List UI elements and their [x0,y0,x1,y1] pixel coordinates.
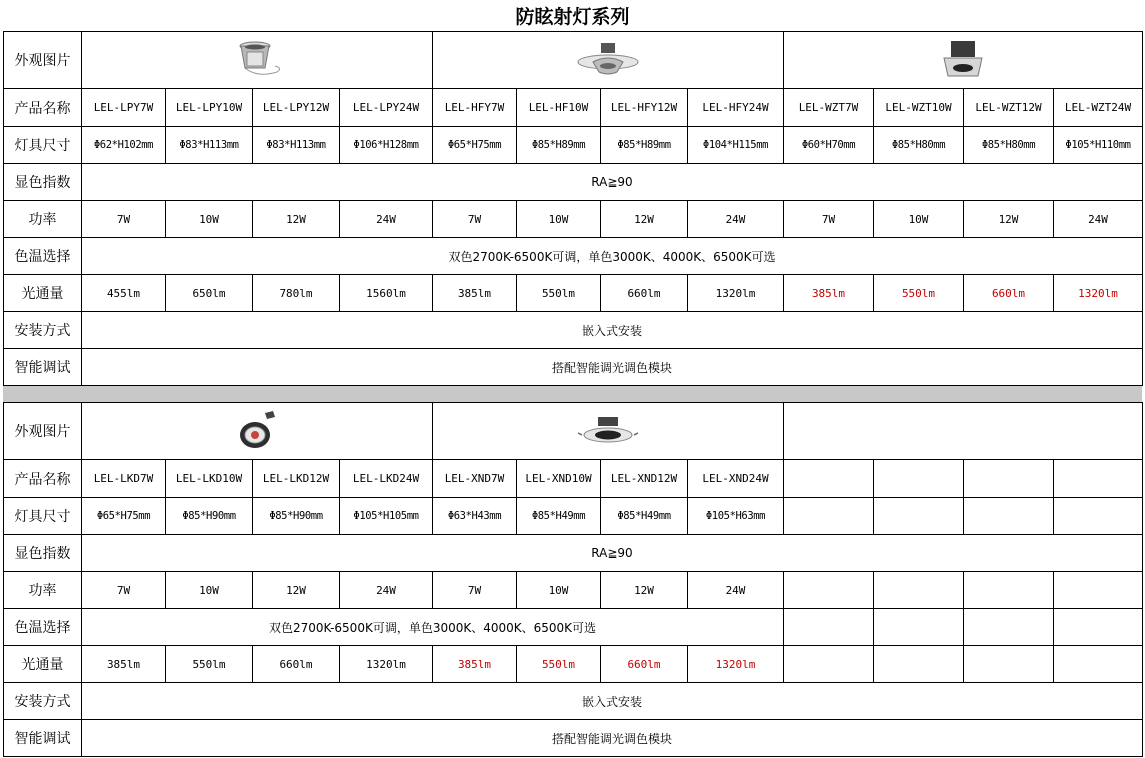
downlight-lpy-icon [227,38,287,82]
model-cell: LEL-WZT12W [964,89,1054,127]
flux-cell: 1320lm [340,646,433,683]
flux-cell: 1320lm [688,275,784,312]
size-cell: Φ106*H128mm [340,127,433,164]
size-cell: Φ85*H90mm [253,498,340,535]
power-cell: 10W [517,201,601,238]
row-label-flux: 光通量 [4,275,82,312]
row-label-power: 功率 [4,201,82,238]
model-cell: LEL-LPY12W [253,89,340,127]
smart-value: 搭配智能调光调色模块 [82,720,1143,757]
product-image-hfy [433,32,784,89]
empty-cell [784,498,874,535]
model-cell: LEL-XND24W [688,460,784,498]
size-row [4,498,1143,535]
size-cell: Φ63*H43mm [433,498,517,535]
row-label-image: 外观图片 [4,403,82,460]
install-row [4,312,1143,349]
flux-cell: 660lm [601,275,688,312]
row-label-model: 产品名称 [4,89,82,127]
size-cell: Φ105*H105mm [340,498,433,535]
power-cell: 7W [433,201,517,238]
cri-value: RA≧90 [82,535,1143,572]
size-cell: Φ104*H115mm [688,127,784,164]
empty-cell [784,572,874,609]
flux-cell-highlight: 385lm [433,646,517,683]
image-row [4,32,1143,89]
flux-cell: 660lm [253,646,340,683]
empty-cell [874,460,964,498]
flux-cell: 550lm [517,275,601,312]
power-cell: 12W [964,201,1054,238]
install-row [4,683,1143,720]
model-cell: LEL-HFY24W [688,89,784,127]
row-label-flux: 光通量 [4,646,82,683]
cct-value: 双色2700K-6500K可调，单色3000K、4000K、6500K可选 [82,238,1143,275]
row-label-power: 功率 [4,572,82,609]
row-label-model: 产品名称 [4,460,82,498]
power-cell: 24W [1054,201,1143,238]
downlight-lkd-icon [235,409,279,453]
model-cell: LEL-LPY10W [166,89,253,127]
downlight-wzt-icon [938,38,988,82]
product-image-wzt [784,32,1143,89]
model-cell: LEL-XND10W [517,460,601,498]
size-cell: Φ83*H113mm [166,127,253,164]
model-cell: LEL-WZT7W [784,89,874,127]
flux-cell-highlight: 660lm [601,646,688,683]
empty-cell [1054,460,1143,498]
row-label-install: 安装方式 [4,683,82,720]
row-label-cri: 显色指数 [4,535,82,572]
empty-image-cell [784,403,1143,460]
flux-cell-highlight: 550lm [874,275,964,312]
size-row [4,127,1143,164]
power-cell: 24W [340,572,433,609]
cct-row [4,238,1143,275]
power-cell: 24W [688,201,784,238]
size-cell: Φ60*H70mm [784,127,874,164]
power-cell: 7W [82,572,166,609]
row-label-smart: 智能调试 [4,720,82,757]
row-label-cct: 色温选择 [4,609,82,646]
smart-row [4,349,1143,386]
smart-row [4,720,1143,757]
empty-cell [964,460,1054,498]
model-cell: LEL-HFY7W [433,89,517,127]
power-cell: 10W [166,201,253,238]
product-image-lkd [82,403,433,460]
section-separator [3,385,1142,403]
empty-cell [874,646,964,683]
power-cell: 12W [601,201,688,238]
cct-row [4,609,1143,646]
model-cell: LEL-HFY12W [601,89,688,127]
row-label-cri: 显色指数 [4,164,82,201]
power-cell: 10W [166,572,253,609]
install-value: 嵌入式安装 [82,683,1143,720]
empty-cell [874,572,964,609]
empty-cell [964,572,1054,609]
product-image-lpy [82,32,433,89]
size-cell: Φ85*H49mm [517,498,601,535]
power-cell: 12W [253,572,340,609]
empty-cell [784,460,874,498]
row-label-size: 灯具尺寸 [4,498,82,535]
size-cell: Φ83*H113mm [253,127,340,164]
smart-value: 搭配智能调光调色模块 [82,349,1143,386]
empty-cell [964,646,1054,683]
cri-row [4,164,1143,201]
power-cell: 10W [874,201,964,238]
flux-cell: 550lm [166,646,253,683]
flux-cell: 385lm [433,275,517,312]
downlight-xnd-icon [578,411,638,451]
row-label-image: 外观图片 [4,32,82,89]
flux-row [4,646,1143,683]
power-cell: 12W [253,201,340,238]
empty-cell [1054,498,1143,535]
empty-cell [784,646,874,683]
power-cell: 7W [82,201,166,238]
model-row [4,89,1143,127]
model-cell: LEL-LKD10W [166,460,253,498]
power-cell: 12W [601,572,688,609]
size-cell: Φ65*H75mm [433,127,517,164]
spec-table-1 [3,31,1143,386]
install-value: 嵌入式安装 [82,312,1143,349]
flux-cell: 780lm [253,275,340,312]
power-cell: 7W [784,201,874,238]
empty-cell [1054,572,1143,609]
model-cell: LEL-LKD12W [253,460,340,498]
downlight-hfy-icon [573,40,643,80]
empty-cell [874,498,964,535]
model-cell: LEL-LPY7W [82,89,166,127]
flux-cell-highlight: 1320lm [1054,275,1143,312]
size-cell: Φ85*H90mm [166,498,253,535]
size-cell: Φ105*H63mm [688,498,784,535]
model-cell: LEL-LKD24W [340,460,433,498]
size-cell: Φ62*H102mm [82,127,166,164]
flux-cell-highlight: 550lm [517,646,601,683]
model-cell: LEL-LKD7W [82,460,166,498]
spec-table-2 [3,402,1143,757]
model-cell: LEL-LPY24W [340,89,433,127]
cri-row [4,535,1143,572]
flux-cell: 1560lm [340,275,433,312]
size-cell: Φ85*H49mm [601,498,688,535]
image-row [4,403,1143,460]
empty-cell [964,498,1054,535]
power-cell: 10W [517,572,601,609]
size-cell: Φ105*H110mm [1054,127,1143,164]
size-cell: Φ85*H89mm [517,127,601,164]
empty-cell [964,609,1054,646]
empty-cell [1054,646,1143,683]
flux-cell-highlight: 660lm [964,275,1054,312]
size-cell: Φ85*H89mm [601,127,688,164]
flux-row [4,275,1143,312]
empty-cell [874,609,964,646]
cri-value: RA≧90 [82,164,1143,201]
model-cell: LEL-XND7W [433,460,517,498]
model-cell: LEL-XND12W [601,460,688,498]
flux-cell-highlight: 385lm [784,275,874,312]
row-label-size: 灯具尺寸 [4,127,82,164]
size-cell: Φ85*H80mm [964,127,1054,164]
row-label-install: 安装方式 [4,312,82,349]
size-cell: Φ65*H75mm [82,498,166,535]
empty-cell [784,609,874,646]
power-cell: 24W [340,201,433,238]
size-cell: Φ85*H80mm [874,127,964,164]
page-title: 防眩射灯系列 [515,6,630,28]
model-row [4,460,1143,498]
power-row [4,572,1143,609]
model-cell: LEL-WZT24W [1054,89,1143,127]
power-cell: 7W [433,572,517,609]
flux-cell: 385lm [82,646,166,683]
row-label-smart: 智能调试 [4,349,82,386]
flux-cell: 455lm [82,275,166,312]
model-cell: LEL-WZT10W [874,89,964,127]
power-row [4,201,1143,238]
flux-cell: 650lm [166,275,253,312]
empty-cell [1054,609,1143,646]
product-image-xnd [433,403,784,460]
model-cell: LEL-HF10W [517,89,601,127]
cct-value: 双色2700K-6500K可调，单色3000K、4000K、6500K可选 [82,609,784,646]
row-label-cct: 色温选择 [4,238,82,275]
flux-cell-highlight: 1320lm [688,646,784,683]
power-cell: 24W [688,572,784,609]
